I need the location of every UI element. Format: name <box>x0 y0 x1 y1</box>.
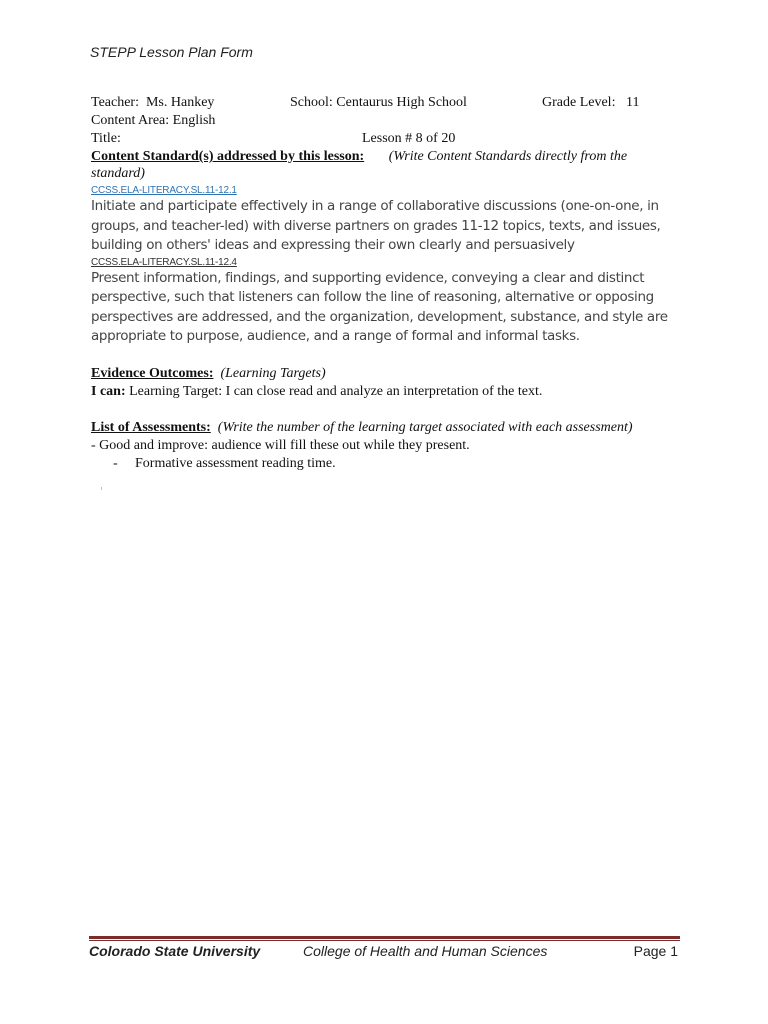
ican-label: I can: <box>91 384 126 399</box>
standards-heading: Content Standard(s) addressed by this lesson: <box>91 149 365 164</box>
standard-code-link[interactable]: CCSS.ELA-LITERACY.SL.11-12.1 <box>91 185 237 196</box>
teacher-value: Ms. Hankey <box>145 95 215 110</box>
learning-target-text: Learning Target: I can close read and analyze an interpretation of the text. <box>129 384 543 399</box>
page-footer <box>89 943 680 963</box>
assessments-heading-row <box>91 419 691 437</box>
footer-rule <box>89 936 680 939</box>
standards-heading-row <box>91 148 681 182</box>
assessments-instruction: (Write the number of the learning target associated with each assessment) <box>217 420 633 435</box>
assessment-item: - Good and improve: audience will fill these out while they present. <box>91 438 470 453</box>
form-title: STEPP Lesson Plan Form <box>90 44 253 60</box>
standards-instruction: (Write Content Standards directly from the standard) <box>91 149 628 181</box>
standard-code: CCSS.ELA-LITERACY.SL.11-12.4 <box>91 256 237 268</box>
evidence-heading: Evidence Outcomes: <box>91 366 214 381</box>
school-label: School: <box>290 95 333 110</box>
footer-college: College of Health and Human Sciences <box>303 943 548 959</box>
assessment-bullet-text: Formative assessment reading time. <box>135 456 336 471</box>
grade-field <box>542 94 639 112</box>
lesson-title-label: Title: <box>91 131 121 146</box>
standard-text: Initiate and participate effectively in a range of collaborative discussions (one-on-one, in groups, and teacher-led) with diverse partners on grades 11-12 topics, texts, and issues, building on others' ideas and expressing their own clearly and persuasively <box>91 198 661 253</box>
grade-value: 11 <box>625 95 640 110</box>
learning-target-row <box>91 383 691 401</box>
content-area-field <box>91 112 215 130</box>
teacher-label: Teacher: <box>91 95 139 110</box>
bullet-dash: - <box>113 456 118 471</box>
footer-page-number: Page 1 <box>633 943 678 959</box>
content-standards-section <box>91 148 681 347</box>
evidence-instruction: (Learning Targets) <box>220 366 326 381</box>
assessments-heading: List of Assessments: <box>91 420 211 435</box>
content-area-value: English <box>172 113 216 128</box>
teacher-field <box>91 94 214 112</box>
school-field <box>290 94 467 112</box>
evidence-heading-row <box>91 365 691 383</box>
standard-text: Present information, findings, and supporting evidence, conveying a clear and distinct perspective, such that listeners can follow the line of reasoning, alternative or opposing perspectives are addressed, and the organization, development, substance, and style are appropriate to purpose, audience, and a range of formal and informal tasks. <box>91 269 668 344</box>
footer-rule-thin <box>89 940 680 941</box>
footer-university: Colorado State University <box>89 943 261 959</box>
grade-label: Grade Level: <box>542 95 616 110</box>
content-area-label: Content Area: <box>91 113 170 128</box>
assessment-bullet <box>91 455 691 473</box>
assessments-section <box>91 419 691 473</box>
school-value: Centaurus High School <box>336 95 467 110</box>
lesson-number: Lesson # 8 of 20 <box>362 131 456 146</box>
evidence-outcomes-section <box>91 365 691 401</box>
stray-mark <box>101 487 102 490</box>
